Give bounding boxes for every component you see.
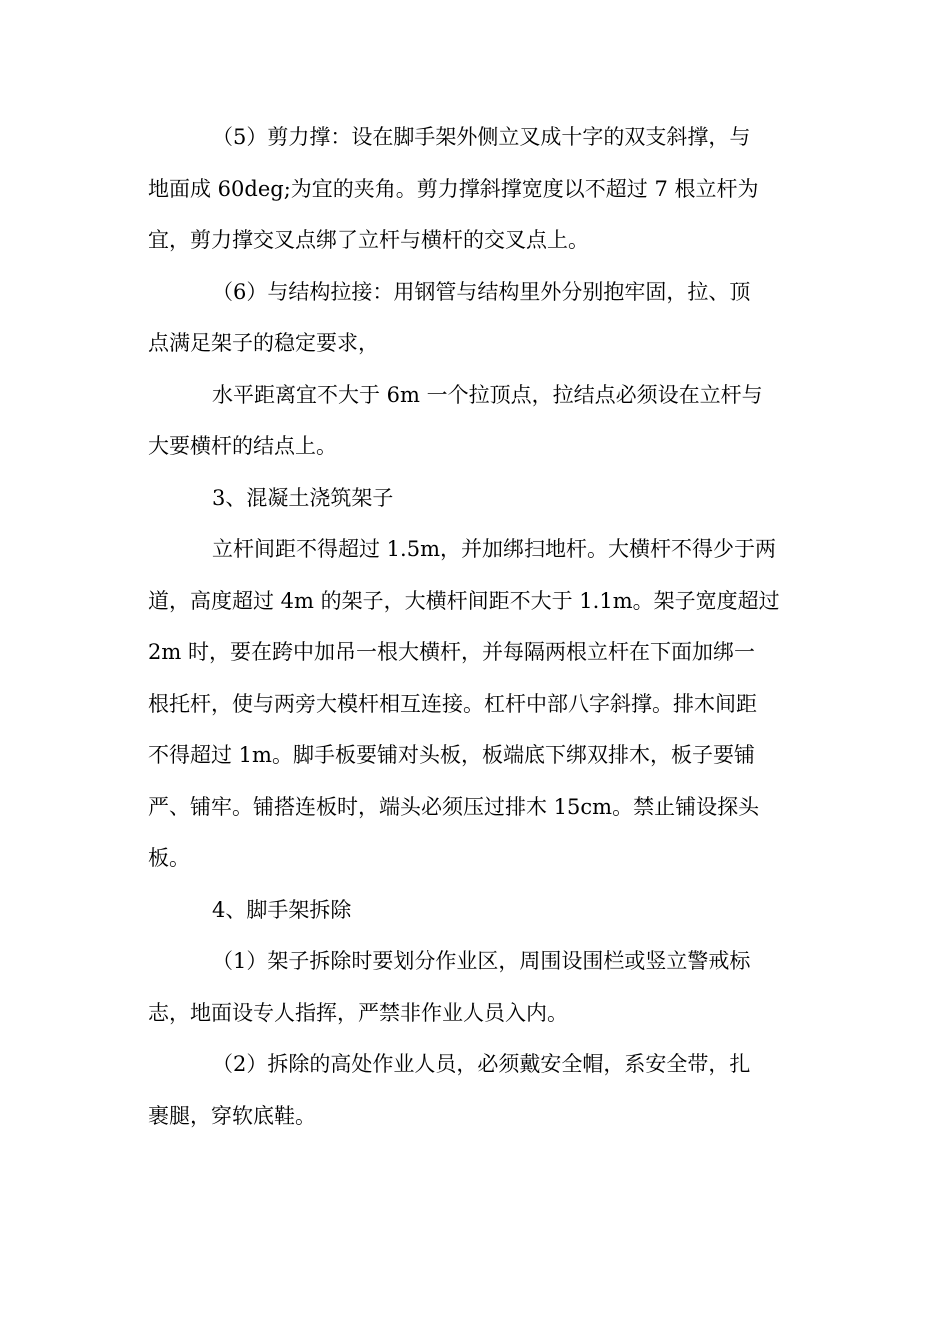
text-line: 根托杆，使与两旁大模杆相互连接。杠杆中部八字斜撑。排木间距 <box>148 691 757 716</box>
text-line: （6）与结构拉接：用钢管与结构里外分别抱牢固，拉、顶 <box>212 279 751 304</box>
text-line: （2）拆除的高处作业人员，必须戴安全帽，系安全带，扎 <box>212 1052 751 1076</box>
section-heading: 3、混凝土浇筑架子 <box>212 485 394 510</box>
document-body <box>148 112 808 1142</box>
text-line: 地面成 60deg;为宜的夹角。剪力撑斜撑宽度以不超过 7 根立杆为 <box>148 176 759 201</box>
paragraph-scissor-brace <box>148 112 808 267</box>
section-heading-scaffold-removal <box>148 885 808 937</box>
paragraph-concrete-scaffold <box>148 524 808 885</box>
text-line: 裹腿，穿软底鞋。 <box>148 1103 316 1128</box>
text-line: 立杆间距不得超过 1.5m，并加绑扫地杆。大横杆不得少于两 <box>212 537 776 561</box>
paragraph-horizontal-distance <box>148 370 808 473</box>
section-heading-concrete-scaffold <box>148 473 808 525</box>
section-heading: 4、脚手架拆除 <box>212 897 352 922</box>
text-line: 志，地面设专人指挥，严禁非作业人员入内。 <box>148 1000 568 1025</box>
text-line: 严、铺牢。铺搭连板时，端头必须压过排木 15cm。禁止铺设探头 <box>148 794 760 819</box>
text-line: 2m 时，要在跨中加吊一根大横杆，并每隔两根立杆在下面加绑一 <box>148 640 755 664</box>
text-line: 板。 <box>148 846 190 870</box>
text-line: 不得超过 1m。脚手板要铺对头板，板端底下绑双排木，板子要铺 <box>148 743 755 767</box>
text-line: （1）架子拆除时要划分作业区，周围设围栏或竖立警戒标 <box>212 949 751 973</box>
paragraph-removal-work-zone <box>148 936 808 1039</box>
text-line: 大要横杆的结点上。 <box>148 434 337 458</box>
text-line: 点满足架子的稳定要求， <box>148 331 379 355</box>
paragraph-removal-safety-gear <box>148 1039 808 1142</box>
text-line: 宜，剪力撑交叉点绑了立杆与横杆的交叉点上。 <box>148 228 589 252</box>
paragraph-structure-tie <box>148 267 808 370</box>
text-line: 水平距离宜不大于 6m 一个拉顶点，拉结点必须设在立杆与 <box>212 382 763 407</box>
text-line: 道，高度超过 4m 的架子，大横杆间距不大于 1.1m。架子宽度超过 <box>148 588 780 613</box>
text-line: （5）剪力撑：设在脚手架外侧立叉成十字的双支斜撑，与 <box>212 125 751 149</box>
